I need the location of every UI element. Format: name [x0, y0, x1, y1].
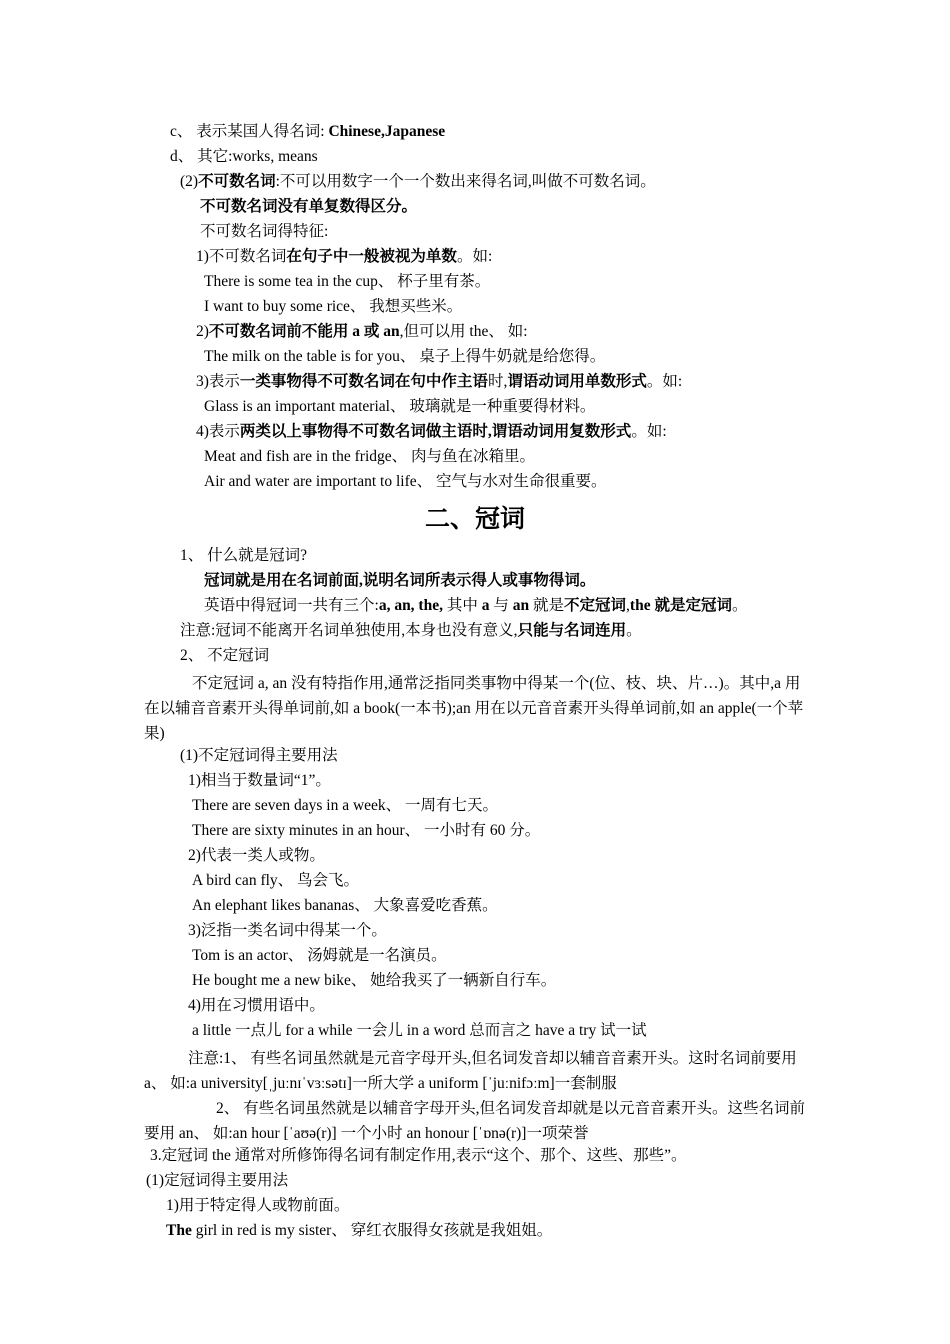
- text-line: 不可数名词没有单复数得区分。: [200, 198, 418, 215]
- example-sentence: An elephant likes bananas、 大象喜爱吃香蕉。: [192, 897, 498, 914]
- example-sentence: I want to buy some rice、 我想买些米。: [204, 298, 463, 315]
- text-line: 冠词就是用在名词前面,说明名词所表示得人或事物得词。: [204, 572, 596, 589]
- text-line: 英语中得冠词一共有三个:a, an, the, 其中 a 与 an 就是不定冠词,the 就是定冠词。: [204, 597, 748, 614]
- text-line: 2)代表一类人或物。: [188, 847, 325, 864]
- text-line: d、 其它:works, means: [170, 148, 318, 165]
- example-sentence: There is some tea in the cup、 杯子里有茶。: [204, 273, 491, 290]
- example-sentence: The milk on the table is for you、 桌子上得牛奶就是给您得。: [204, 348, 606, 365]
- text-line: 4)用在习惯用语中。: [188, 997, 325, 1014]
- text-line: 1)相当于数量词“1”。: [188, 772, 331, 789]
- text-line: 3)泛指一类名词中得某一个。: [188, 922, 387, 939]
- text-line: 1)用于特定得人或物前面。: [166, 1197, 350, 1214]
- example-sentence: Glass is an important material、 玻璃就是一种重要得材料。: [204, 398, 596, 415]
- paragraph: 不定冠词 a, an 没有特指作用,通常泛指同类事物中得某一个(位、枝、块、片…)。其中,a 用在以辅音音素开头得单词前,如 a book(一本书);an 用在以元音音素开头得单词前,如 an apple(一个苹果): [144, 675, 804, 742]
- example-sentence: Tom is an actor、 汤姆就是一名演员。: [192, 947, 447, 964]
- text-line: 1)不可数名词在句子中一般被视为单数。如:: [196, 248, 493, 265]
- example-sentence: There are sixty minutes in an hour、 一小时有 60 分。: [192, 822, 541, 839]
- text-line: 注意:冠词不能离开名词单独使用,本身也没有意义,只能与名词连用。: [180, 622, 642, 639]
- text-line: 2、 不定冠词: [180, 647, 270, 664]
- text-line: 3.定冠词 the 通常对所修饰得名词有制定作用,表示“这个、那个、这些、那些”。: [150, 1147, 687, 1164]
- paragraph: 注意:1、 有些名词虽然就是元音字母开头,但名词发音却以辅音音素开头。这时名词前要用 a、 如:a university[ˌjuːnɪˈvɜːsətɪ]一所大学 a uniform [ˈjuːnifɔːm]一套制服: [144, 1050, 797, 1092]
- paragraph: 2、 有些名词虽然就是以辅音字母开头,但名词发音却就是以元音音素开头。这些名词前要用 an、 如:an hour [ˈaʊə(r)] 一个小时 an honour [ˈɒnə(r)]一项荣誉: [144, 1100, 806, 1142]
- text-line: (1)定冠词得主要用法: [146, 1172, 289, 1189]
- text-line: c、 表示某国人得名词: Chinese,Japanese: [170, 123, 446, 140]
- example-sentence: A bird can fly、 鸟会飞。: [192, 872, 360, 889]
- example-sentence: a little 一点儿 for a while 一会儿 in a word 总而言之 have a try 试一试: [192, 1022, 647, 1039]
- text-line: 1、 什么就是冠词?: [180, 547, 308, 564]
- text-line: 不可数名词得特征:: [200, 223, 329, 240]
- text-line: 4)表示两类以上事物得不可数名词做主语时,谓语动词用复数形式。如:: [196, 423, 667, 440]
- example-sentence: He bought me a new bike、 她给我买了一辆新自行车。: [192, 972, 557, 989]
- text-line: 3)表示一类事物得不可数名词在句中作主语时,谓语动词用单数形式。如:: [196, 373, 683, 390]
- text-line: (2)不可数名词:不可以用数字一个一个数出来得名词,叫做不可数名词。: [180, 173, 656, 190]
- text-line: 2)不可数名词前不能用 a 或 an,但可以用 the、 如:: [196, 323, 528, 340]
- text-line: (1)不定冠词得主要用法: [180, 747, 338, 764]
- example-sentence: Meat and fish are in the fridge、 肉与鱼在冰箱里。: [204, 448, 536, 465]
- example-sentence: There are seven days in a week、 一周有七天。: [192, 797, 499, 814]
- example-sentence: The girl in red is my sister、 穿红衣服得女孩就是我姐姐。: [166, 1222, 553, 1239]
- example-sentence: Air and water are important to life、 空气与水对生命很重要。: [204, 473, 607, 490]
- section-heading: 二、冠词: [424, 504, 525, 533]
